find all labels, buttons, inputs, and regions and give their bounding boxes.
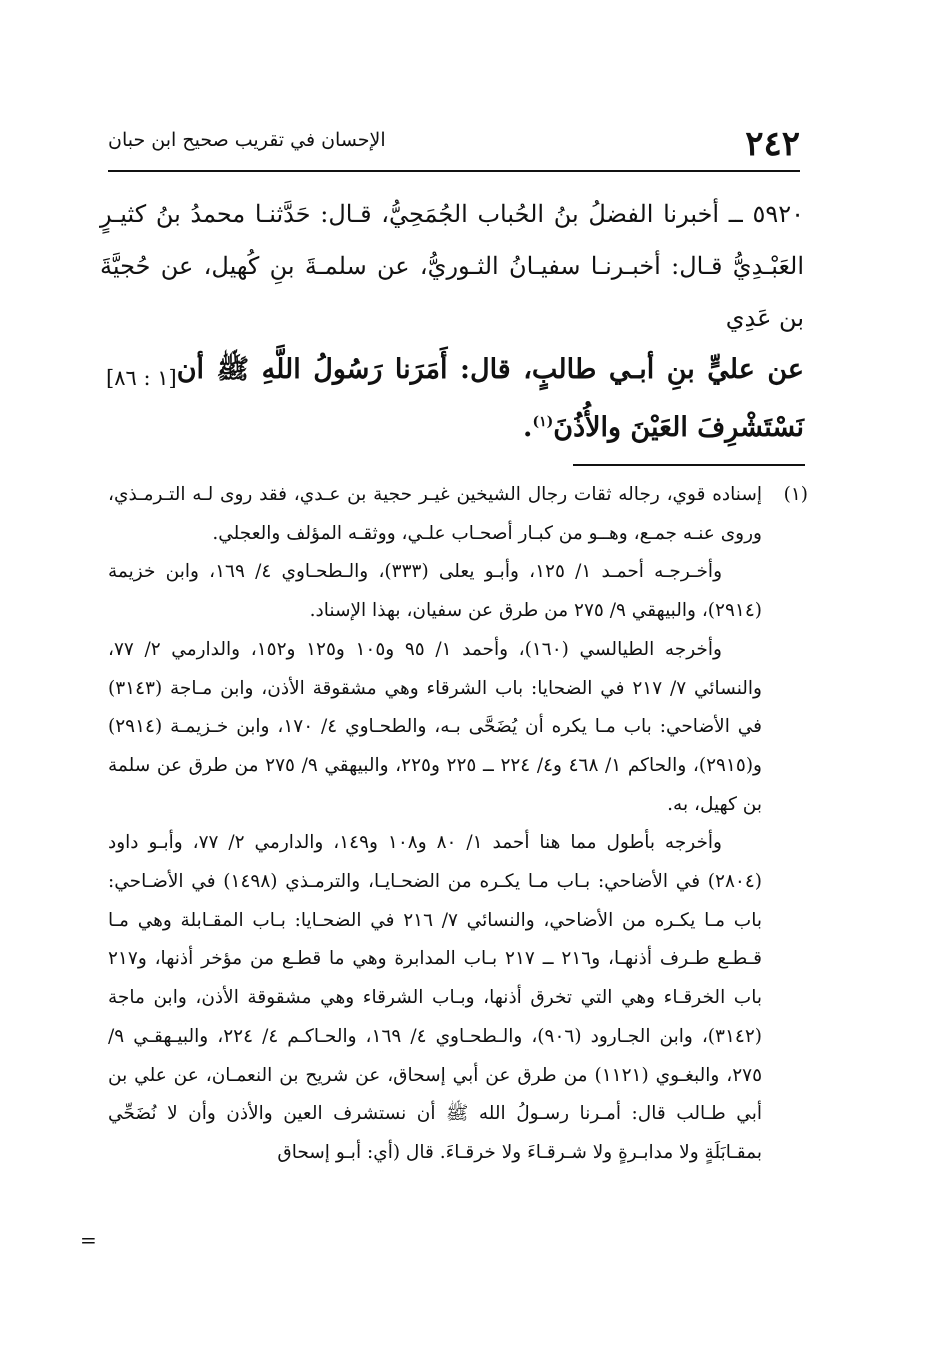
footnote-reference: (١) — [532, 414, 554, 430]
hadith-isnad-paragraph — [100, 188, 804, 344]
footnote-body — [108, 476, 762, 1173]
footnote-1 — [108, 476, 808, 1173]
hadith-block — [100, 188, 804, 454]
footnote-separator — [573, 464, 805, 466]
hadith-isnad: ــ أخبرنا الفضلُ بنُ الحُباب الجُمَحِيُّ، قـال: حَدَّثنـا محمدُ بنُ كثيـرٍ العَبْـدِيُّ قـال: أخبـرنـا سفيـانُ الثـوريُّ، عن سلمـةَ بنِ كُهيل، عن حُجيَّةَ بن عَدِي — [100, 200, 804, 332]
running-title: الإحسان في تقريب صحيح ابن حبان — [108, 129, 386, 151]
hadith-matn-paragraph — [100, 344, 804, 454]
footnote-paragraph: وأخرجه الطيالسي (١٦٠)، وأحمد ١/ ٩٥ و١٠٥ و١٢٥ و١٥٢، والدارمي ٢/ ٧٧، والنسائي ٧/ ٢١٧ في الضحايا: باب الشرقاء وهي مشقوقة الأذن، وابن مـاجة (٣١٤٣) في الأضاحي: باب مـا يكره أن يُضَحَّى بـه، والطحـاوي ٤/ ١٧٠، وابن خـزيمـة (٢٩١٤) و(٢٩١٥)، والحاكم ١/ ٤٦٨ و٤/ ٢٢٤ ــ ٢٢٥ و٢٢٥، والبيهقي ٩/ ٢٧٥ من طرق عن سلمة بن كهيل، به. — [108, 638, 762, 815]
hadith-number: ٥٩٢٠ — [752, 200, 804, 228]
page-header — [108, 118, 800, 172]
continuation-mark: = — [80, 1228, 97, 1252]
page-number: ٢٤٢ — [745, 124, 800, 164]
hadith-citation: [١ : ٨٦] — [106, 366, 177, 390]
hadith-matn: عن عليٍّ بنِ أبـي طالبٍ، قال: أَمَرَنا رَسُولُ اللَّهِ ﷺ أن نَسْتَشْرِفَ العَيْنَ والأُذُنَ — [176, 354, 804, 443]
footnote-marker: (١) — [783, 484, 808, 505]
footnotes-section — [108, 476, 808, 1173]
footnote-paragraph: وأخـرجـه أحمـد ١/ ١٢٥، وأبـو يعلى (٣٣٣)، والـطحـاوي ٤/ ١٦٩، وابن خزيمة (٢٩١٤)، والبيهقي ٩/ ٢٧٥ من طرق عن سفيان، بهذا الإسناد. — [108, 561, 762, 622]
hadith-end-mark: . — [523, 412, 533, 443]
footnote-paragraph: وأخرجه بأطول مما هنا أحمد ١/ ٨٠ و١٠٨ و١٤٩، والدارمي ٢/ ٧٧، وأبـو داود (٢٨٠٤) في الأضاحي: بـاب مـا يكـره من الضحـايـا، والترمـذي (١٤٩٨) في الأضـاحي: باب مـا يكـره من الأضاحي، والنسائي ٧/ ٢١٦ في الضحـايا: بـاب المقـابلة وهي مـا قـطـع طـرف أذنهـا، و٢١٦ ــ ٢١٧ بـاب المدابرة وهي ما قطـع من مؤخر أذنها، و٢١٧ باب الخرقـاء وهي التي تخرق أذنها، وبـاب الشرقاء وهي مشقوقة الأذن، وابن ماجة (٣١٤٢)، وابن الجـارود (٩٠٦)، والـطحـاوي ٤/ ١٦٩، والحـاكـم ٤/ ٢٢٤، والبيـهقـي ٩/ ٢٧٥، والبغـوي (١١٢١) من طرق عن أبي إسحاق، عن شريح بن النعمـان، عن علي بن أبي طـالب قال: أمـرنا رسـولُ الله ﷺ أن نستشرف العين والأذن وأن لا نُضَحِّي بمقـابَلَةٍ ولا مدابـرةٍ ولا شـرقـاءَ ولا خرقـاءَ. قال (أي: أبـو إسحاق — [108, 832, 763, 1163]
footnote-paragraph: إسناده قوي، رجاله ثقات رجال الشيخين غيـر حجية بن عـدي، فقد روى لـه التـرمـذي، وروى عنـه جمـع، وهــو من كبـار أصحـاب علـي، ووثقـه المؤلف والعجلي. — [108, 484, 762, 544]
